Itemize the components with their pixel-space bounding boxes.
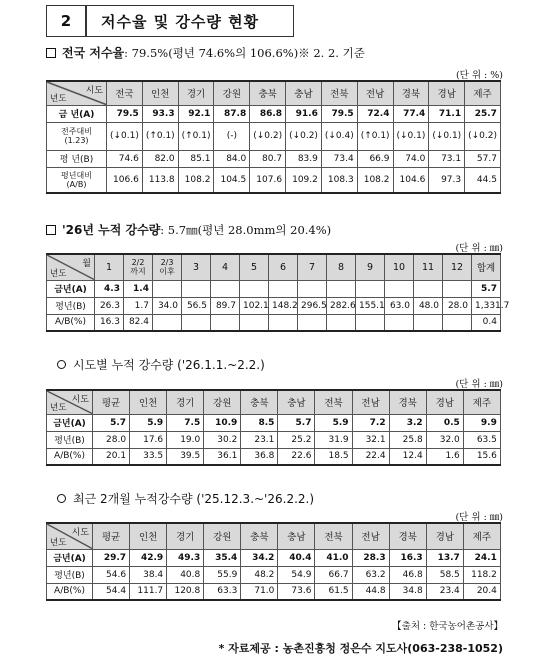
table-cell [327,280,356,297]
table-cell: 71.0 [241,583,278,600]
table-cell [298,280,327,297]
table-cell [211,314,240,331]
column-header: 제주 [463,523,500,549]
table-cell: (↓0.1) [107,122,143,150]
table-cell: 73.6 [278,583,315,600]
column-header: 경북 [389,523,426,549]
checkbox-square-icon [46,225,56,235]
column-header: 12 [443,254,472,280]
row-label: 금년(A) [47,280,95,297]
table-cell: 93.3 [142,105,178,122]
table-cell: 55.9 [204,566,241,583]
table-cell: 10.9 [204,414,241,431]
row-label: 평 년(B) [47,150,107,167]
column-header: 경기 [178,81,214,105]
table-cell: 107.6 [250,167,286,193]
table-cell: 63.2 [352,566,389,583]
table-cell: 83.9 [286,150,322,167]
table-cell: 44.5 [465,167,501,193]
table-cell: 40.8 [167,566,204,583]
table-row [47,150,501,167]
monthly-text: : 5.7㎜(평년 28.0mm의 20.4%) [160,222,332,237]
table-row [47,297,501,314]
column-header: 전북 [315,390,352,414]
table-cell: 77.4 [393,105,429,122]
table-cell: 40.4 [278,549,315,566]
table-cell: 12.4 [389,448,426,465]
data-credit: * 자료제공 : 농촌진흥청 정은수 지도사(063-238-1052) [218,642,503,655]
table-cell [182,314,211,331]
table-cell: 5.9 [315,414,352,431]
national-text: : 79.5%(평년 74.6%의 106.6%) [124,45,299,60]
column-header: 6 [269,254,298,280]
table-cell: 80.7 [250,150,286,167]
table-cell: 104.5 [214,167,250,193]
table-cell: 5.7 [472,280,501,297]
column-header: 평균 [93,390,130,414]
column-header: 충남 [278,390,315,414]
table-cell: 46.8 [389,566,426,583]
column-header: 10 [385,254,414,280]
table-cell: 89.7 [211,297,240,314]
table-cell: 106.6 [107,167,143,193]
table-cell [240,280,269,297]
column-header: 8 [327,254,356,280]
table-cell: 148.2 [269,297,298,314]
table-cell: 82.4 [124,314,153,331]
table-cell: 73.4 [321,150,357,167]
table-cell: 28.0 [443,297,472,314]
table-row [47,167,501,193]
table-cell: 28.3 [352,549,389,566]
table-cell: 20.1 [93,448,130,465]
table-cell: (↓0.4) [321,122,357,150]
table-cell: 15.6 [463,448,500,465]
column-header: 2/2 까지 [124,254,153,280]
table-cell: 91.6 [286,105,322,122]
table-cell: 1.6 [426,448,463,465]
table-cell: 120.8 [167,583,204,600]
table-cell: 85.1 [178,150,214,167]
table-cell: 25.8 [389,431,426,448]
row-label: A/B(%) [47,448,93,465]
table-cell: 5.9 [130,414,167,431]
column-header: 경북 [393,81,429,105]
table-cell [356,314,385,331]
table-cell: 32.1 [352,431,389,448]
table-cell: 23.1 [241,431,278,448]
table-cell: 84.0 [214,150,250,167]
column-header: 강원 [204,390,241,414]
table-cell: 58.5 [426,566,463,583]
table-cell: 48.2 [241,566,278,583]
table-row [47,566,501,583]
column-header: 경남 [426,523,463,549]
national-lead: 전국 저수율 [62,46,125,60]
column-header: 충남 [278,523,315,549]
table-cell: 4.3 [95,280,124,297]
table-cell: 0.5 [426,414,463,431]
table-row [47,122,501,150]
column-header: 강원 [214,81,250,105]
column-header: 충북 [241,390,278,414]
header-bottom-label: 년도 [50,537,67,548]
table-cell: 16.3 [95,314,124,331]
column-header: 경남 [429,81,465,105]
header-corner [47,81,107,105]
header-bottom-label: 년도 [50,93,67,104]
column-header: 5 [240,254,269,280]
table-cell: 63.0 [385,297,414,314]
regional-title: 시도별 누적 강수량 ('26.1.1.~2.2.) [73,358,265,372]
table-cell [269,314,298,331]
monthly-unit: (단 위 : ㎜) [455,243,503,254]
table-cell: 29.7 [93,549,130,566]
table-row [47,105,501,122]
column-header: 경북 [389,390,426,414]
column-header: 경기 [167,523,204,549]
column-header: 인천 [130,523,167,549]
column-header: 강원 [204,523,241,549]
circle-bullet-icon [57,494,66,503]
table-cell [269,280,298,297]
table-cell: 34.8 [389,583,426,600]
table-row [47,280,501,297]
header-top-label: 시도 [71,528,89,538]
table-cell: 1.4 [124,280,153,297]
column-header: 제주 [463,390,500,414]
header-bottom-label: 년도 [50,268,67,279]
table-cell: 34.2 [241,549,278,566]
table-cell: 66.7 [315,566,352,583]
table-cell: 16.3 [389,549,426,566]
table-cell: 35.4 [204,549,241,566]
table-cell: 92.1 [178,105,214,122]
table-cell: (↓0.1) [429,122,465,150]
table-cell [414,280,443,297]
table-cell: 28.0 [93,431,130,448]
section-title: 저수율 및 강수량 현황 [87,6,293,36]
table-cell: 54.6 [93,566,130,583]
column-header: 경기 [167,390,204,414]
table-cell: 31.9 [315,431,352,448]
table-cell: 113.8 [142,167,178,193]
header-corner [47,390,93,414]
recent-heading [57,490,314,507]
table-cell: 54.9 [278,566,315,583]
table-cell: 108.3 [321,167,357,193]
table-cell: 22.4 [352,448,389,465]
table-cell: 54.4 [93,583,130,600]
table-cell: 1,331.7 [472,297,501,314]
table-cell: 44.8 [352,583,389,600]
recent-rainfall-table [46,522,501,601]
table-cell: 39.5 [167,448,204,465]
table-cell: 8.5 [241,414,278,431]
regional-unit: (단 위 : ㎜) [455,379,503,390]
table-cell: 104.6 [393,167,429,193]
table-cell: (↑0.1) [178,122,214,150]
table-cell: 3.2 [389,414,426,431]
table-row [47,448,501,465]
section-number: 2 [47,6,87,36]
column-header: 충남 [286,81,322,105]
table-cell: 25.7 [465,105,501,122]
table-cell: (↑0.1) [142,122,178,150]
table-row [47,314,501,331]
table-cell: 109.2 [286,167,322,193]
table-cell: 118.2 [463,566,500,583]
row-label: 평년(B) [47,566,93,583]
column-header: 합계 [472,254,501,280]
table-cell: 155.1 [356,297,385,314]
table-cell: 61.5 [315,583,352,600]
national-unit: (단 위 : %) [455,70,503,81]
table-cell [414,314,443,331]
table-cell: 7.2 [352,414,389,431]
table-cell: 86.8 [250,105,286,122]
column-header: 평균 [93,523,130,549]
table-cell [443,314,472,331]
table-cell [385,314,414,331]
table-cell: 73.1 [429,150,465,167]
table-cell: (↓0.1) [393,122,429,150]
row-label: 평년(B) [47,431,93,448]
table-cell: 74.6 [107,150,143,167]
table-cell: 13.7 [426,549,463,566]
header-corner [47,254,95,280]
table-cell: 26.3 [95,297,124,314]
table-cell: 49.3 [167,549,204,566]
row-label: 금년(A) [47,414,93,431]
column-header: 전국 [107,81,143,105]
table-cell: 97.3 [429,167,465,193]
table-cell: 22.6 [278,448,315,465]
monthly-rainfall-table [46,253,510,332]
table-cell: 87.8 [214,105,250,122]
table-cell [298,314,327,331]
regional-heading [57,356,265,373]
circle-bullet-icon [57,360,66,369]
column-header: 2/3 이후 [153,254,182,280]
table-cell: 82.0 [142,150,178,167]
table-cell [240,314,269,331]
table-cell: 7.5 [167,414,204,431]
column-header: 11 [414,254,443,280]
table-cell: 34.0 [153,297,182,314]
row-label: 평년대비 (A/B) [47,167,107,193]
monthly-heading [46,221,331,238]
header-top-label: 시도 [71,395,89,405]
table-row [47,414,501,431]
table-cell: (↓0.2) [465,122,501,150]
table-cell: 23.4 [426,583,463,600]
table-cell: 9.9 [463,414,500,431]
column-header: 충북 [250,81,286,105]
table-cell: 282.6 [327,297,356,314]
table-cell: 36.8 [241,448,278,465]
column-header: 충북 [241,523,278,549]
table-cell: 63.5 [463,431,500,448]
table-cell: (-) [214,122,250,150]
column-header: 경남 [426,390,463,414]
table-cell [153,314,182,331]
column-header: 전남 [352,390,389,414]
header-corner [47,523,93,549]
table-cell: 18.5 [315,448,352,465]
row-label: A/B(%) [47,583,93,600]
column-header: 인천 [130,390,167,414]
table-cell: 72.4 [357,105,393,122]
table-cell: 25.2 [278,431,315,448]
row-label: 전주대비 (1.23) [47,122,107,150]
table-row [47,431,501,448]
column-header: 제주 [465,81,501,105]
section-header [46,5,294,37]
table-cell: 24.1 [463,549,500,566]
table-cell: 0.4 [472,314,501,331]
table-cell: (↓0.2) [286,122,322,150]
column-header: 전남 [352,523,389,549]
column-header: 9 [356,254,385,280]
table-cell: 66.9 [357,150,393,167]
table-cell: 19.0 [167,431,204,448]
column-header: 4 [211,254,240,280]
table-cell: 17.6 [130,431,167,448]
column-header: 인천 [142,81,178,105]
column-header: 7 [298,254,327,280]
table-row [47,583,501,600]
table-row [47,549,501,566]
table-cell: 102.1 [240,297,269,314]
column-header: 1 [95,254,124,280]
row-label: 금 년(A) [47,105,107,122]
header-bottom-label: 년도 [50,402,67,413]
source-note: 【출처 : 한국농어촌공사】 [392,621,503,632]
national-date: ※ 2. 2. 기준 [298,45,365,60]
table-cell: 71.1 [429,105,465,122]
row-label: A/B(%) [47,314,95,331]
table-cell: 30.2 [204,431,241,448]
table-cell: 79.5 [107,105,143,122]
table-cell: 296.5 [298,297,327,314]
table-cell: 5.7 [93,414,130,431]
column-header: 3 [182,254,211,280]
column-header: 전북 [321,81,357,105]
table-cell: 5.7 [278,414,315,431]
table-cell [443,280,472,297]
table-cell [385,280,414,297]
national-heading [46,44,365,61]
table-cell: 42.9 [130,549,167,566]
national-reservoir-table [46,80,501,194]
table-cell: 79.5 [321,105,357,122]
column-header: 전남 [357,81,393,105]
table-cell: 48.0 [414,297,443,314]
row-label: 금년(A) [47,549,93,566]
table-cell [182,280,211,297]
header-top-label: 시도 [85,86,103,96]
table-cell: 74.0 [393,150,429,167]
table-cell: 36.1 [204,448,241,465]
table-cell [356,280,385,297]
regional-rainfall-table [46,389,501,466]
table-cell: 56.5 [182,297,211,314]
table-cell [153,280,182,297]
table-cell: 41.0 [315,549,352,566]
recent-title: 최근 2개월 누적강수량 ('25.12.3.~'26.2.2.) [73,492,315,506]
table-cell: 32.0 [426,431,463,448]
table-cell: 1.7 [124,297,153,314]
row-label: 평년(B) [47,297,95,314]
table-cell: 108.2 [178,167,214,193]
table-cell: 57.7 [465,150,501,167]
table-cell [327,314,356,331]
table-cell: (↓0.2) [250,122,286,150]
table-cell: (↑0.1) [357,122,393,150]
table-cell: 38.4 [130,566,167,583]
recent-unit: (단 위 : ㎜) [455,512,503,523]
header-top-label: 월 [82,259,91,269]
table-cell: 33.5 [130,448,167,465]
column-header: 전북 [315,523,352,549]
table-cell: 63.3 [204,583,241,600]
table-cell: 111.7 [130,583,167,600]
monthly-lead: '26년 누적 강수량 [62,223,161,237]
table-cell: 20.4 [463,583,500,600]
table-cell: 108.2 [357,167,393,193]
checkbox-square-icon [46,48,56,58]
table-cell [211,280,240,297]
